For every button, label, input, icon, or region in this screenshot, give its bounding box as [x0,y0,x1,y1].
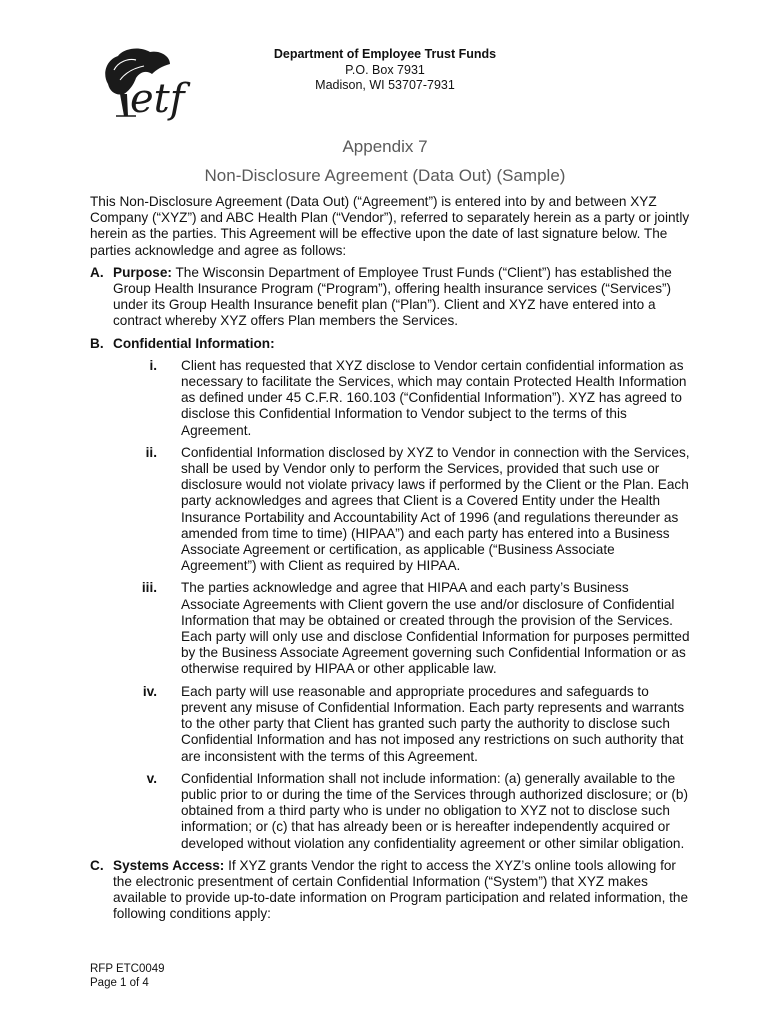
etf-logo [100,44,215,124]
letterhead [220,47,550,94]
item-text: Client has requested that XYZ disclose to Vendor certain confidential information as necessary to facilitate the Services, which may contain Protected Health Information as defined under 45 C.F.R. 160.103 (“Confidential Information”). XYZ has agreed to disclose this Confidential Information to Vendor subject to the terms of this Agreement. [181,357,687,438]
item-number: i. [149,357,157,373]
list-item [113,358,690,439]
section-text: If XYZ grants Vendor the right to access the XYZ’s online tools allowing for the electronic presentment of certain Confidential Information (“System”) that XYZ makes available to provide up-to-date information on Program participation and related information, the following conditions apply: [113,857,689,922]
rfp-reference: RFP ETC0049 [90,963,165,975]
list-item [113,684,690,765]
section-letter: C. [90,857,104,873]
list-item [113,445,690,575]
item-number: v. [146,770,157,786]
intro-paragraph: This Non-Disclosure Agreement (Data Out) (“Agreement”) is entered into by and between XYZ Company (“XYZ”) and ABC Health Plan (“Vendor”), referred to separately herein as a party or jointly herein as the parties. This Agreement will be effective upon the date of last signature below. The parties acknowledge and agree as follows: [90,194,690,258]
document-title: Non-Disclosure Agreement (Data Out) (Sample) [204,166,566,185]
section-letter: B. [90,335,104,351]
section-heading: Systems Access: [113,857,225,873]
page-footer [90,962,165,990]
etf-logo-graphic [100,44,215,124]
section-heading: Purpose: [113,264,172,280]
item-text: Confidential Information disclosed by XYZ to Vendor in connection with the Services, shall be used by Vendor only to perform the Services, provided that such use or disclosure would not violate privacy laws if performed by the Client or the Plan. Each party acknowledges and agrees that Client is a Covered Entity under the Health Insurance Portability and Accountability Act of 1996 (and regulations thereunder as amended from time to time) (HIPAA”) and each party has entered into a Business Associate Agreement or certification, as applicable (“Business Associate Agreement”) with Client as required by HIPAA. [181,444,690,574]
item-text: Each party will use reasonable and appropriate procedures and safeguards to prevent any misuse of Confidential Information. Each party represents and warrants to the other party that Client has granted such party the authority to disclose such Confidential Information and has not imposed any restrictions on such authority that are inconsistent with the terms of this Agreement. [181,683,685,764]
list-item [113,771,690,852]
appendix-heading: Appendix 7 [342,137,428,156]
document-body [90,194,690,929]
section-a [90,265,690,330]
section-heading: Confidential Information: [113,335,275,351]
item-number: iv. [142,683,157,699]
item-number: iii. [141,580,157,596]
section-letter: A. [90,264,104,280]
org-name: Department of Employee Trust Funds [273,47,497,61]
section-text: The Wisconsin Department of Employee Trust Funds (“Client”) has established the Group Health Insurance Program (“Program”), offering health insurance services (“Services”) under its Group Health Insurance benefit plan (“Plan”). Client and XYZ have entered into a contract whereby XYZ offers Plan members the Services. [113,264,672,329]
list-item [113,580,690,677]
address-line-2: Madison, WI 53707-7931 [315,78,455,92]
section-c [90,858,690,923]
svg-text:etf: etf [130,76,185,122]
item-text: Confidential Information shall not include information: (a) generally available to the public prior to or during the time of the Services through authorized disclosure; or (b) obtained from a third party who is under no obligation to XYZ not to disclose such information; or (c) that has already been or is hereafter independently acquired or developed without violation any confidentiality agreement or other similar obligation. [181,770,688,851]
address-line-1: P.O. Box 7931 [345,62,425,77]
item-text: The parties acknowledge and agree that HIPAA and each party’s Business Associate Agreements with Client govern the use and/or disclosure of Confidential Information that may be obtained or created through the provision of the Services. Each party will only use and disclose Confidential Information for purposes permitted by the Business Associate Agreement governing such Confidential Information or as otherwise required by HIPAA or other applicable law. [181,580,690,677]
section-b [90,336,690,852]
item-number: ii. [145,444,157,460]
page-number: Page 1 of 4 [90,977,149,989]
